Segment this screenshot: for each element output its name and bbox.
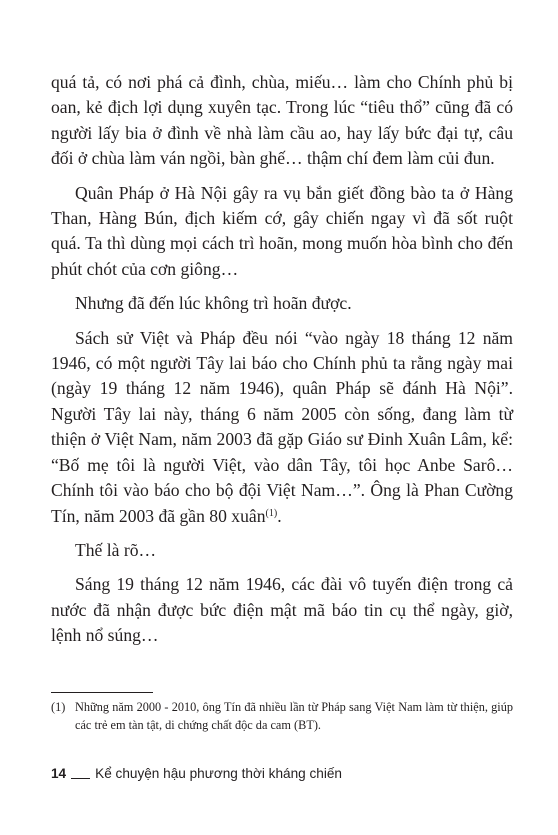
paragraph-1: quá tả, có nơi phá cả đình, chùa, miếu… làm cho Chính phủ bị oan, kẻ địch lợi dụng xuyên tạc. Trong lúc “tiêu thổ” cũng đã có người lấy bia ở đình về nhà làm cầu ao, hay lấy bức đại tự, câu đối ở chùa làm ván ngồi, bàn ghế… thậm chí đem làm củi đun. [51,72,513,169]
footnote-text: Những năm 2000 - 2010, ông Tín đã nhiều lần từ Pháp sang Việt Nam làm từ thiện, giúp các trẻ em tàn tật, di chứng chất độc da cam (BT). [75,700,513,732]
footnote-divider [51,692,153,693]
body-text [51,70,513,658]
paragraph-4: Sách sử Việt và Pháp đều nói “vào ngày 18 tháng 12 năm 1946, có một người Tây lai báo cho Chính phủ ta rằng ngày mai (ngày 19 tháng 12 năm 1946), quân Pháp sẽ đánh Hà Nội”. Người Tây lai này, tháng 6 năm 2005 còn sống, đang làm từ thiện ở Việt Nam, năm 2003 đã gặp Giáo sư Đinh Xuân Lâm, kể: “Bố mẹ tôi là người Việt, vào dân Tây, tôi học Anbe Sarô… Chính tôi vào báo cho bộ đội Việt Nam…”. Ông là Phan Cường Tín, năm 2003 đã gần 80 xuân$^{(1)}$. [51,327,513,526]
footnote-marker: (1) [51,700,66,714]
footer-separator [71,778,90,779]
page-number: 14 [51,766,67,781]
footnote [51,698,513,734]
paragraph-5: Thế là rõ… [75,539,157,560]
paragraph-6: Sáng 19 tháng 12 năm 1946, các đài vô tuyến điện trong cả nước đã nhận được bức điện mật mã báo tin cụ thể ngày, giờ, lệnh nổ súng… [51,574,513,646]
paragraph-3: Nhưng đã đến lúc không trì hoãn được. [75,293,352,314]
paragraph-4-text: Sách sử Việt và Pháp đều nói “vào ngày 18 tháng 12 năm 1946, có một người Tây lai báo cho Chính phủ ta rằng ngày mai (ngày 19 tháng 12 năm 1946), quân Pháp sẽ đánh Hà Nội”. Người Tây lai này, tháng 6 năm 2005 còn sống, đang làm từ thiện ở Việt Nam, năm 2003 đã gặp Giáo sư Đinh Xuân Lâm, kể: “Bố mẹ tôi là người Việt, vào dân Tây, tôi học Anbe Sarô… Chính tôi vào báo cho bộ đội Việt Nam…”. Ông là Phan Cường Tín, năm 2003 đã gần 80 xuân [51,327,513,526]
running-title: Kể chuyện hậu phương thời kháng chiến [95,766,342,781]
footnote-reference: (1) [265,507,278,519]
paragraph-2: Quân Pháp ở Hà Nội gây ra vụ bắn giết đồng bào ta ở Hàng Than, Hàng Bún, địch kiếm cớ, gây chiến ngay vì đã sốt ruột quá. Ta thì dùng mọi cách trì hoãn, mong muốn hòa bình cho đến phút chót của cơn giông… [51,182,513,279]
page-footer [51,766,342,781]
